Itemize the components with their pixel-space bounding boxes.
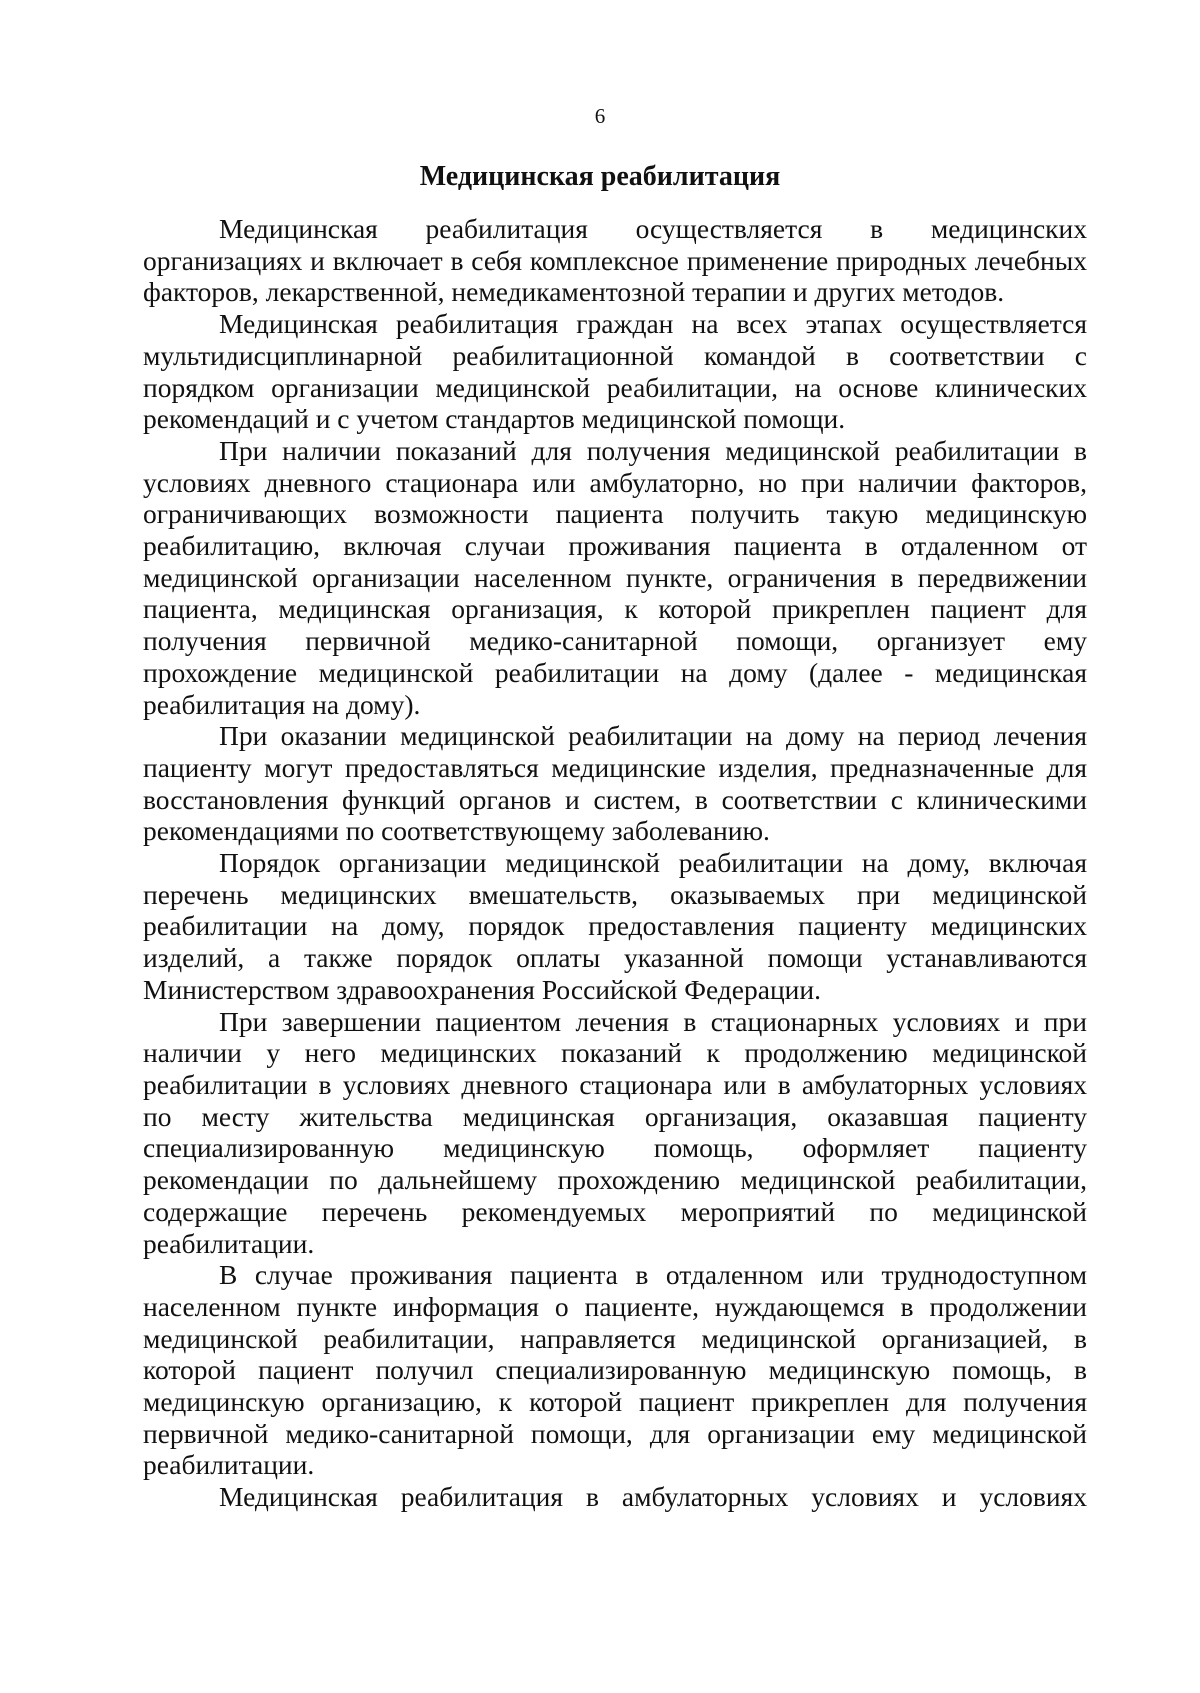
paragraph: Порядок организации медицинской реабилитации на дому, включая перечень медицинских вмешательств, оказываемых при медицинской реабилитации на дому, порядок предоставления пациенту медицинских изделий, а также порядок оплаты указанной помощи устанавливаются Министерством здравоохранения Российской Федерации. [143, 847, 1087, 1005]
body-text [143, 213, 1087, 1513]
section-title: Медицинская реабилитация [419, 161, 781, 192]
paragraph-continued: Медицинская реабилитация в амбулаторных условиях и условиях [219, 1481, 1087, 1513]
paragraph: При наличии показаний для получения медицинской реабилитации в условиях дневного стационара или амбулаторно, но при наличии факторов, ограничивающих возможности пациента получить такую медицинскую реабилитацию, включая случаи проживания пациента в отдаленном от медицинской организации населенном пункте, ограничения в передвижении пациента, медицинская организация, к которой прикреплен пациент для получения первичной медико-санитарной помощи, организует ему прохождение медицинской реабилитации на дому (далее - медицинская реабилитация на дому). [143, 434, 1087, 720]
page-number: 6 [594, 104, 606, 128]
paragraph: Медицинская реабилитация граждан на всех этапах осуществляется мультидисциплинарной реабилитационной командой в соответствии с порядком организации медицинской реабилитации, на основе клинических рекомендаций и с учетом стандартов медицинской помощи. [143, 308, 1087, 435]
paragraph: Медицинская реабилитация осуществляется в медицинских организациях и включает в себя комплексное применение природных лечебных факторов, лекарственной, немедикаментозной терапии и других методов. [143, 213, 1087, 308]
paragraph: При завершении пациентом лечения в стационарных условиях и при наличии у него медицинских показаний к продолжению медицинской реабилитации в условиях дневного стационара или в амбулаторных условиях по месту жительства медицинская организация, оказавшая пациенту специализированную медицинскую помощь, оформляет пациенту рекомендации по дальнейшему прохождению медицинской реабилитации, содержащие перечень рекомендуемых мероприятий по медицинской реабилитации. [143, 1005, 1087, 1259]
paragraph: При оказании медицинской реабилитации на дому на период лечения пациенту могут предоставляться медицинские изделия, предназначенные для восстановления функций органов и систем, в соответствии с клиническими рекомендациями по соответствующему заболеванию. [143, 720, 1087, 847]
paragraph: В случае проживания пациента в отдаленном или труднодоступном населенном пункте информация о пациенте, нуждающемся в продолжении медицинской реабилитации, направляется медицинской организацией, в которой пациент получил специализированную медицинскую помощь, в медицинскую организацию, к которой пациент прикреплен для получения первичной медико-санитарной помощи, для организации ему медицинской реабилитации. [143, 1259, 1087, 1481]
